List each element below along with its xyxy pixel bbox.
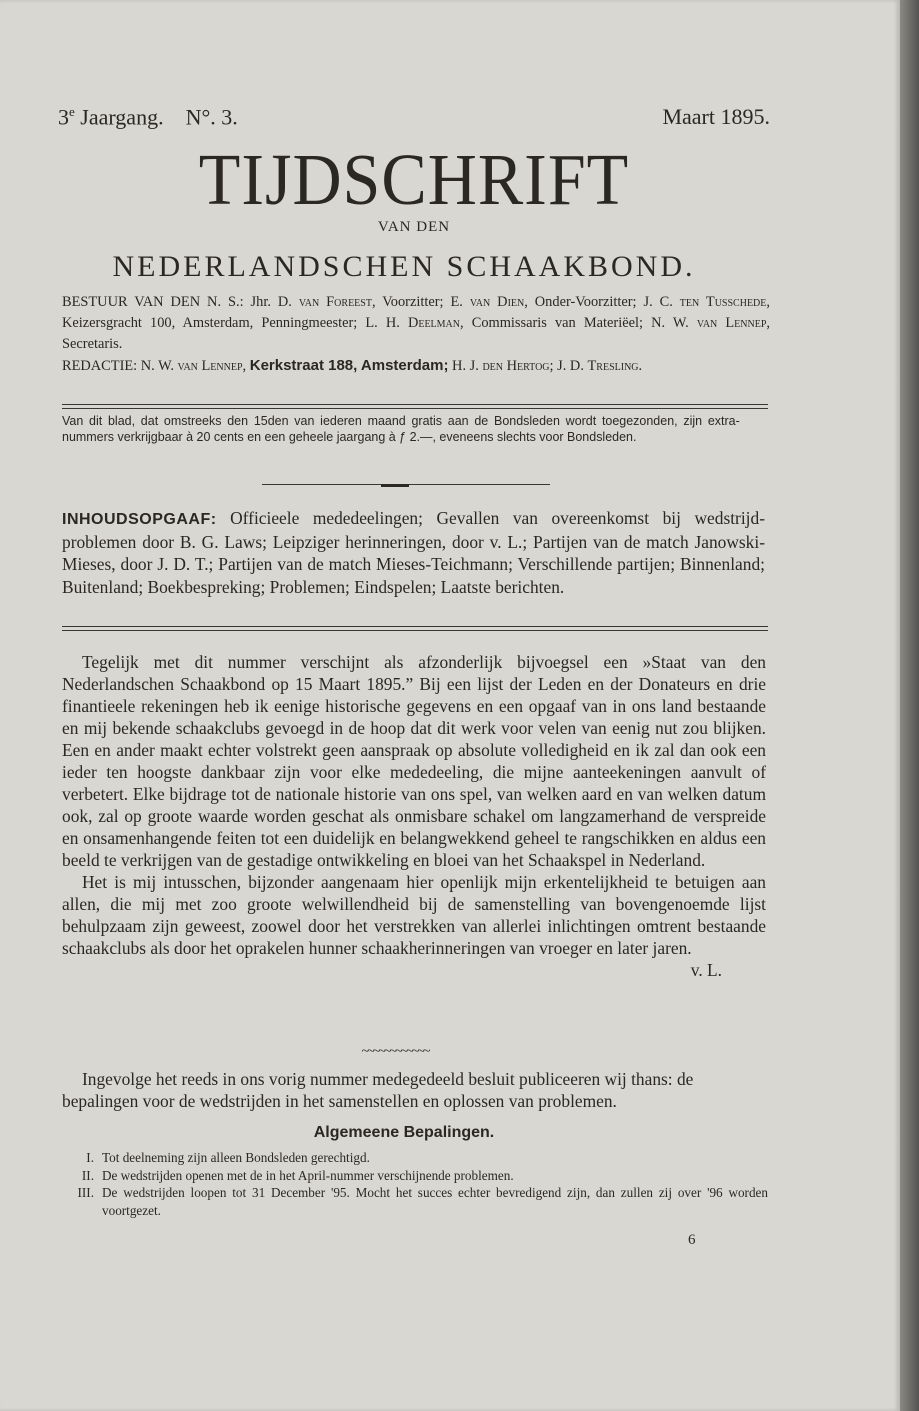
board-listing: BESTUUR VAN DEN N. S.: Jhr. D. van Foreest, Voorzitter; E. van Dien, Onder-Voorzitter; J. C. ten Tusschede, Keizersgracht 100, Amsterdam, Penningmeester; L. H. Deelman, Commissaris van Materiëel; N. W. van Lennep, Secretaris. REDACTIE: N. W. van Lennep, Kerkstraat 188, Amsterdam; H. J. den Hertog; J. D. Tresling. [62,294,770,374]
divider-line [62,404,768,405]
editorial-address: Kerkstraat 188, Amsterdam; [249,357,449,374]
issue-date: Maart 1895. [662,104,770,129]
page-number: 6 [688,1232,696,1248]
rules-list [62,1149,768,1219]
article-signature: v. L. [690,960,722,980]
subscription-notice: Van dit blad, dat omstreeks den 15den van iederen maand gratis aan de Bondsleden wordt toegezonden, zijn extra-nummers verkrijgbaar à 20 cents en een geheele jaargang à ƒ 2.—, eveneens slechts voor Bondsleden. [62,413,740,444]
divider-ornament [381,484,409,487]
divider-line [62,408,768,409]
list-item: III. De wedstrijden loopen tot 31 December '95. Mocht het succes echter bevredigend zijn, dan zullen zij over '96 worden voortgezet. [77,1185,768,1218]
editorial-article [62,651,766,981]
issue-header [58,104,770,130]
article-paragraph: Tegelijk met dit nummer verschijnt als afzonderlijk bijvoegsel een »Staat van den Nederlandschen Schaakbond op 15 Maart 1895.” Bij een lijst der Leden en der Donateurs en drie finantieele rekeningen heb ik eenige historische gegevens en een opgaaf van in ons land bestaande en mij bekende schaakclubs gevoegd in de hoop dat dit werk voor velen van eenig nut zou blijken. Een en ander maakt echter volstrekt geen aanspraak op absolute volledigheid en ik zal dan ook een ieder ten hoogste dankbaar zijn voor elke mededeeling, die mijne aanteekeningen aanvult of verbetert. Elke bijdrage tot de nationale historie van ons spel, van welken aard en van welken datum ook, zal op groote waarde worden geschat als onmisbare schakel om langzamerhand de verspreide en onsamenhangende feiten tot een duidelijk en belangwekkend geheel te rangschikken en aldus een beeld te verkrijgen van de gestadige ontwikkeling en bloei van het Schaakspel in Nederland. [62,652,766,870]
list-item: I. Tot deelneming zijn alleen Bondsleden gerechtigd. [86,1150,370,1165]
list-item: II. De wedstrijden openen met de in het April-nummer verschijnende problemen. [81,1167,514,1183]
divider-line [62,626,768,627]
section-separator: ~~~~~~~~~~~~ [361,1044,429,1059]
rules-heading: Algemeene Bepalingen. [313,1124,495,1141]
divider-line [62,630,768,631]
editorial-listing: REDACTIE: N. W. van Lennep, Kerkstraat 188, Amsterdam; H. J. den Hertog; J. D. Tresling. [62,357,643,374]
article-paragraph: Het is mij intusschen, bijzonder aangenaam hier openlijk mijn erkentelijkheid te betuigen aan allen, die mij met zoo groote welwillendheid bij de samenstelling van bovengenoemde lijst behulpzaam zijn geweest, zoowel door het verstrekken van allerlei inlichtingen omtrent bestaande schaakclubs als door het oprakelen hunner schaakherinneringen van vroeger en later jaren. [62,872,766,958]
journal-title: TIJDSCHRIFT [198,137,630,220]
contents-text: Officieele mededeelingen; Gevallen van overeenkomst bij wedstrijd-problemen door B. G. Laws; Leipziger herinneringen, door v. L.; Partijen van de match Janowski-Mieses, door J. D. T.; Partijen van de match Mieses-Teichmann; Verschillende partijen; Binnenland; Buitenland; Boekbespreking; Problemen; Eindspelen; Laatste berichten. [62,508,765,597]
volume-label: 3e Jaargang. N°. 3. [58,104,238,130]
book-edge [900,0,919,1411]
signature-line [62,959,766,981]
organization-name: NEDERLANDSCHEN SCHAAKBOND. [112,250,696,283]
table-of-contents [62,507,765,598]
issue-number: N°. 3. [185,104,238,130]
contents-label: INHOUDSOPGAAF: [62,511,217,528]
rules-introduction: Ingevolge het reeds in ons vorig nummer medegedeeld besluit publiceeren wij thans: de bepalingen voor de wedstrijden in het samenstellen en oplossen van problemen. [62,1069,694,1111]
title-connector: VAN DEN [377,219,451,235]
